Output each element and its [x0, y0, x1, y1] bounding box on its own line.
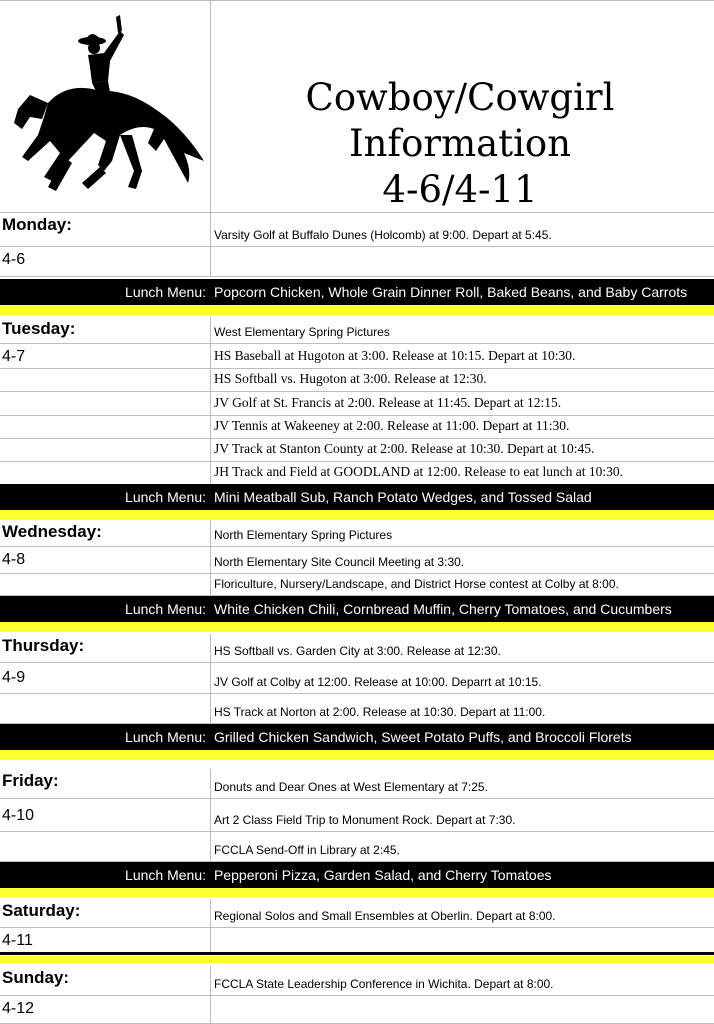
day-name: Thursday:: [2, 636, 85, 655]
table-row: [0, 966, 714, 996]
event-text: HS Softball vs. Garden City at 3:00. Release at 12:30.: [214, 644, 501, 658]
lunch-label: Lunch Menu:: [125, 601, 206, 617]
table-row: [0, 694, 714, 724]
table-row: [0, 832, 714, 862]
event-text: Floriculture, Nursery/Landscape, and District Horse contest at Colby at 8:00.: [214, 577, 619, 591]
lunch-menu-row: [0, 596, 714, 622]
lunch-menu-row: [0, 279, 714, 305]
lunch-label: Lunch Menu:: [125, 729, 206, 745]
event-text: Art 2 Class Field Trip to Monument Rock. Depart at 7:30.: [214, 813, 516, 827]
table-row: [0, 247, 714, 277]
divider: [0, 888, 714, 897]
lunch-menu-row: [0, 724, 714, 750]
page-title: [250, 75, 670, 213]
lunch-label: Lunch Menu:: [125, 867, 206, 883]
divider: [0, 622, 714, 632]
title-line: 4-6/4-11: [382, 168, 538, 211]
event-text: HS Track at Norton at 2:00. Release at 10:30. Depart at 11:00.: [214, 705, 546, 719]
table-row: [0, 212, 714, 247]
event-text: JH Track and Field at GOODLAND at 12:00. Release to eat lunch at 10:30.: [214, 464, 624, 479]
event-text: North Elementary Spring Pictures: [214, 528, 393, 542]
divider: [0, 305, 714, 315]
table-row: [0, 769, 714, 799]
table-row: [0, 416, 714, 439]
table-row: [0, 547, 714, 574]
event-text: HS Softball vs. Hugoton at 3:00. Release at 12:30.: [214, 371, 487, 386]
day-date: 4-12: [2, 1000, 35, 1017]
bronc-rider-logo: [8, 11, 208, 201]
event-text: JV Golf at St. Francis at 2:00. Release at 11:45. Depart at 12:15.: [214, 395, 562, 410]
lunch-menu-row: [0, 862, 714, 888]
lunch-menu-row: [0, 484, 714, 510]
day-date: 4-9: [2, 669, 26, 686]
lunch-items: Mini Meatball Sub, Ranch Potato Wedges, and Tossed Salad: [214, 489, 592, 505]
table-row: [0, 574, 714, 596]
event-text: Regional Solos and Small Ensembles at Oberlin. Depart at 8:00.: [214, 909, 556, 923]
day-name: Sunday:: [2, 968, 70, 987]
day-name: Saturday:: [2, 901, 81, 920]
lunch-items: Grilled Chicken Sandwich, Sweet Potato Puffs, and Broccoli Florets: [214, 729, 632, 745]
table-row: [0, 462, 714, 485]
table-row: [0, 899, 714, 928]
table-row: [0, 799, 714, 832]
event-text: North Elementary Site Council Meeting at 3:30.: [214, 555, 465, 569]
day-date: 4-10: [2, 807, 35, 824]
event-text: JV Tennis at Wakeeney at 2:00. Release at 11:00. Depart at 11:30.: [214, 418, 570, 433]
table-row: [0, 439, 714, 462]
event-text: FCCLA State Leadership Conference in Wichita. Depart at 8:00.: [214, 977, 554, 991]
day-name: Wednesday:: [2, 522, 102, 541]
day-date: 4-8: [2, 551, 26, 568]
event-text: Varsity Golf at Buffalo Dunes (Holcomb) at 9:00. Depart at 5:45.: [214, 228, 552, 242]
title-line: Information: [348, 122, 572, 165]
event-text: Donuts and Dear Ones at West Elementary at 7:25.: [214, 780, 488, 794]
day-date: 4-6: [2, 251, 26, 268]
divider: [0, 510, 714, 520]
table-row: [0, 634, 714, 663]
day-date: 4-7: [2, 348, 26, 365]
lunch-label: Lunch Menu:: [125, 489, 206, 505]
event-text: JV Track at Stanton County at 2:00. Release at 10:30. Depart at 10:45.: [214, 441, 595, 456]
table-row: [0, 663, 714, 694]
day-name: Tuesday:: [2, 319, 76, 338]
event-text: West Elementary Spring Pictures: [214, 325, 390, 339]
table-row: [0, 996, 714, 1024]
lunch-items: Pepperoni Pizza, Garden Salad, and Cherry Tomatoes: [214, 867, 552, 883]
lunch-items: Popcorn Chicken, Whole Grain Dinner Roll, Baked Beans, and Baby Carrots: [214, 284, 688, 300]
divider: [0, 956, 714, 963]
day-name: Friday:: [2, 771, 59, 790]
event-text: JV Golf at Colby at 12:00. Release at 10:00. Deparrt at 10:15.: [214, 675, 542, 689]
event-text: FCCLA Send-Off in Library at 2:45.: [214, 843, 400, 857]
divider: [0, 750, 714, 760]
table-row: [0, 369, 714, 392]
lunch-items: White Chicken Chili, Cornbread Muffin, Cherry Tomatoes, and Cucumbers: [214, 601, 672, 617]
day-date: 4-11: [2, 932, 33, 949]
table-row: [0, 520, 714, 547]
title-line: Cowboy/Cowgirl: [305, 76, 615, 119]
event-text: HS Baseball at Hugoton at 3:00. Release at 10:15. Depart at 10:30.: [214, 348, 576, 363]
day-name: Monday:: [2, 215, 72, 234]
lunch-label: Lunch Menu:: [125, 284, 206, 300]
divider: [210, 1, 211, 213]
table-row: [0, 344, 714, 369]
header: [0, 0, 714, 212]
table-row: [0, 317, 714, 344]
table-row: [0, 928, 714, 955]
table-row: [0, 392, 714, 416]
